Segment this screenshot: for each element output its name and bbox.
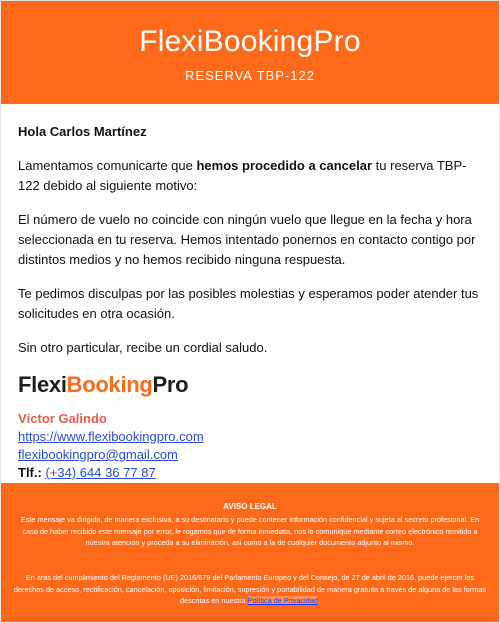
privacy-policy-link[interactable]: Política de Privacidad [247, 596, 318, 605]
greeting: Hola Carlos Martínez [18, 124, 147, 139]
email-link[interactable]: flexibookingpro@gmail.com [18, 447, 178, 462]
legal-notice-text: Este mensaje va dirigido, de manera exclusiva, a su destinatario y puede contener información confidencial y sujeta al secreto profesional. En caso de haber recibido este mensaje por error, le rogamos que de forma inmediata, nos lo comunique mediante correo electrónico remitido a nuestra atención y proceda a su eliminación, así como a la de cualquier documento adjunto al mismo. [20, 515, 480, 547]
cancellation-paragraph [18, 156, 483, 196]
data-protection-text-end: . [317, 596, 320, 605]
cancellation-text-end: tu reserva TBP-122 debido al siguiente motivo: [18, 158, 467, 193]
apology-paragraph: Te pedimos disculpas por las posibles molestias y esperamos poder atender tus solicitudes en otra ocasión. [18, 286, 479, 321]
reason-paragraph: El número de vuelo no coincide con ningún vuelo que llegue en la fecha y hora seleccionada en tu reserva. Hemos intentado ponernos en contacto contigo por distintos medios y no hemos recibido ninguna respuesta. [18, 212, 476, 267]
cancellation-text-bold: hemos procedido a cancelar [196, 158, 373, 173]
email-body [18, 122, 483, 482]
logo-part-flexi: Flexi [18, 372, 67, 397]
logo-part-booking: Booking [66, 372, 153, 397]
closing-paragraph: Sin otro particular, recibe un cordial saludo. [18, 340, 268, 355]
website-link[interactable]: https://www.flexibookingpro.com [18, 429, 204, 444]
brand-title: FlexiBookingPro [139, 25, 361, 58]
booking-reference: RESERVA TBP-122 [185, 68, 315, 83]
legal-title: AVISO LEGAL [223, 502, 277, 511]
phone-line [18, 464, 483, 482]
signature-name: Víctor Galindo [18, 411, 107, 426]
data-protection-text-body: En aras del cumplimiento del Reglamento (UE) 2016/679 del Parlamento Europeo y del Consejo, de 27 de abril de 2016, puede ejercer los derechos de acceso, rectificación, cancelación, oposición, limitación, supresión y portabilidad de manera gratuita a través de alguna de las formas descritas en nuestra [13, 573, 487, 605]
phone-label: Tlf.: [18, 465, 42, 480]
legal-footer [1, 483, 499, 622]
cancellation-text-start: Lamentamos comunicarte que [18, 158, 197, 173]
email-header [1, 1, 499, 104]
phone-link[interactable]: (+34) 644 36 77 87 [45, 465, 156, 480]
data-protection-text [13, 572, 487, 607]
logo-part-pro: Pro [152, 372, 189, 397]
signature-logo [18, 372, 483, 402]
